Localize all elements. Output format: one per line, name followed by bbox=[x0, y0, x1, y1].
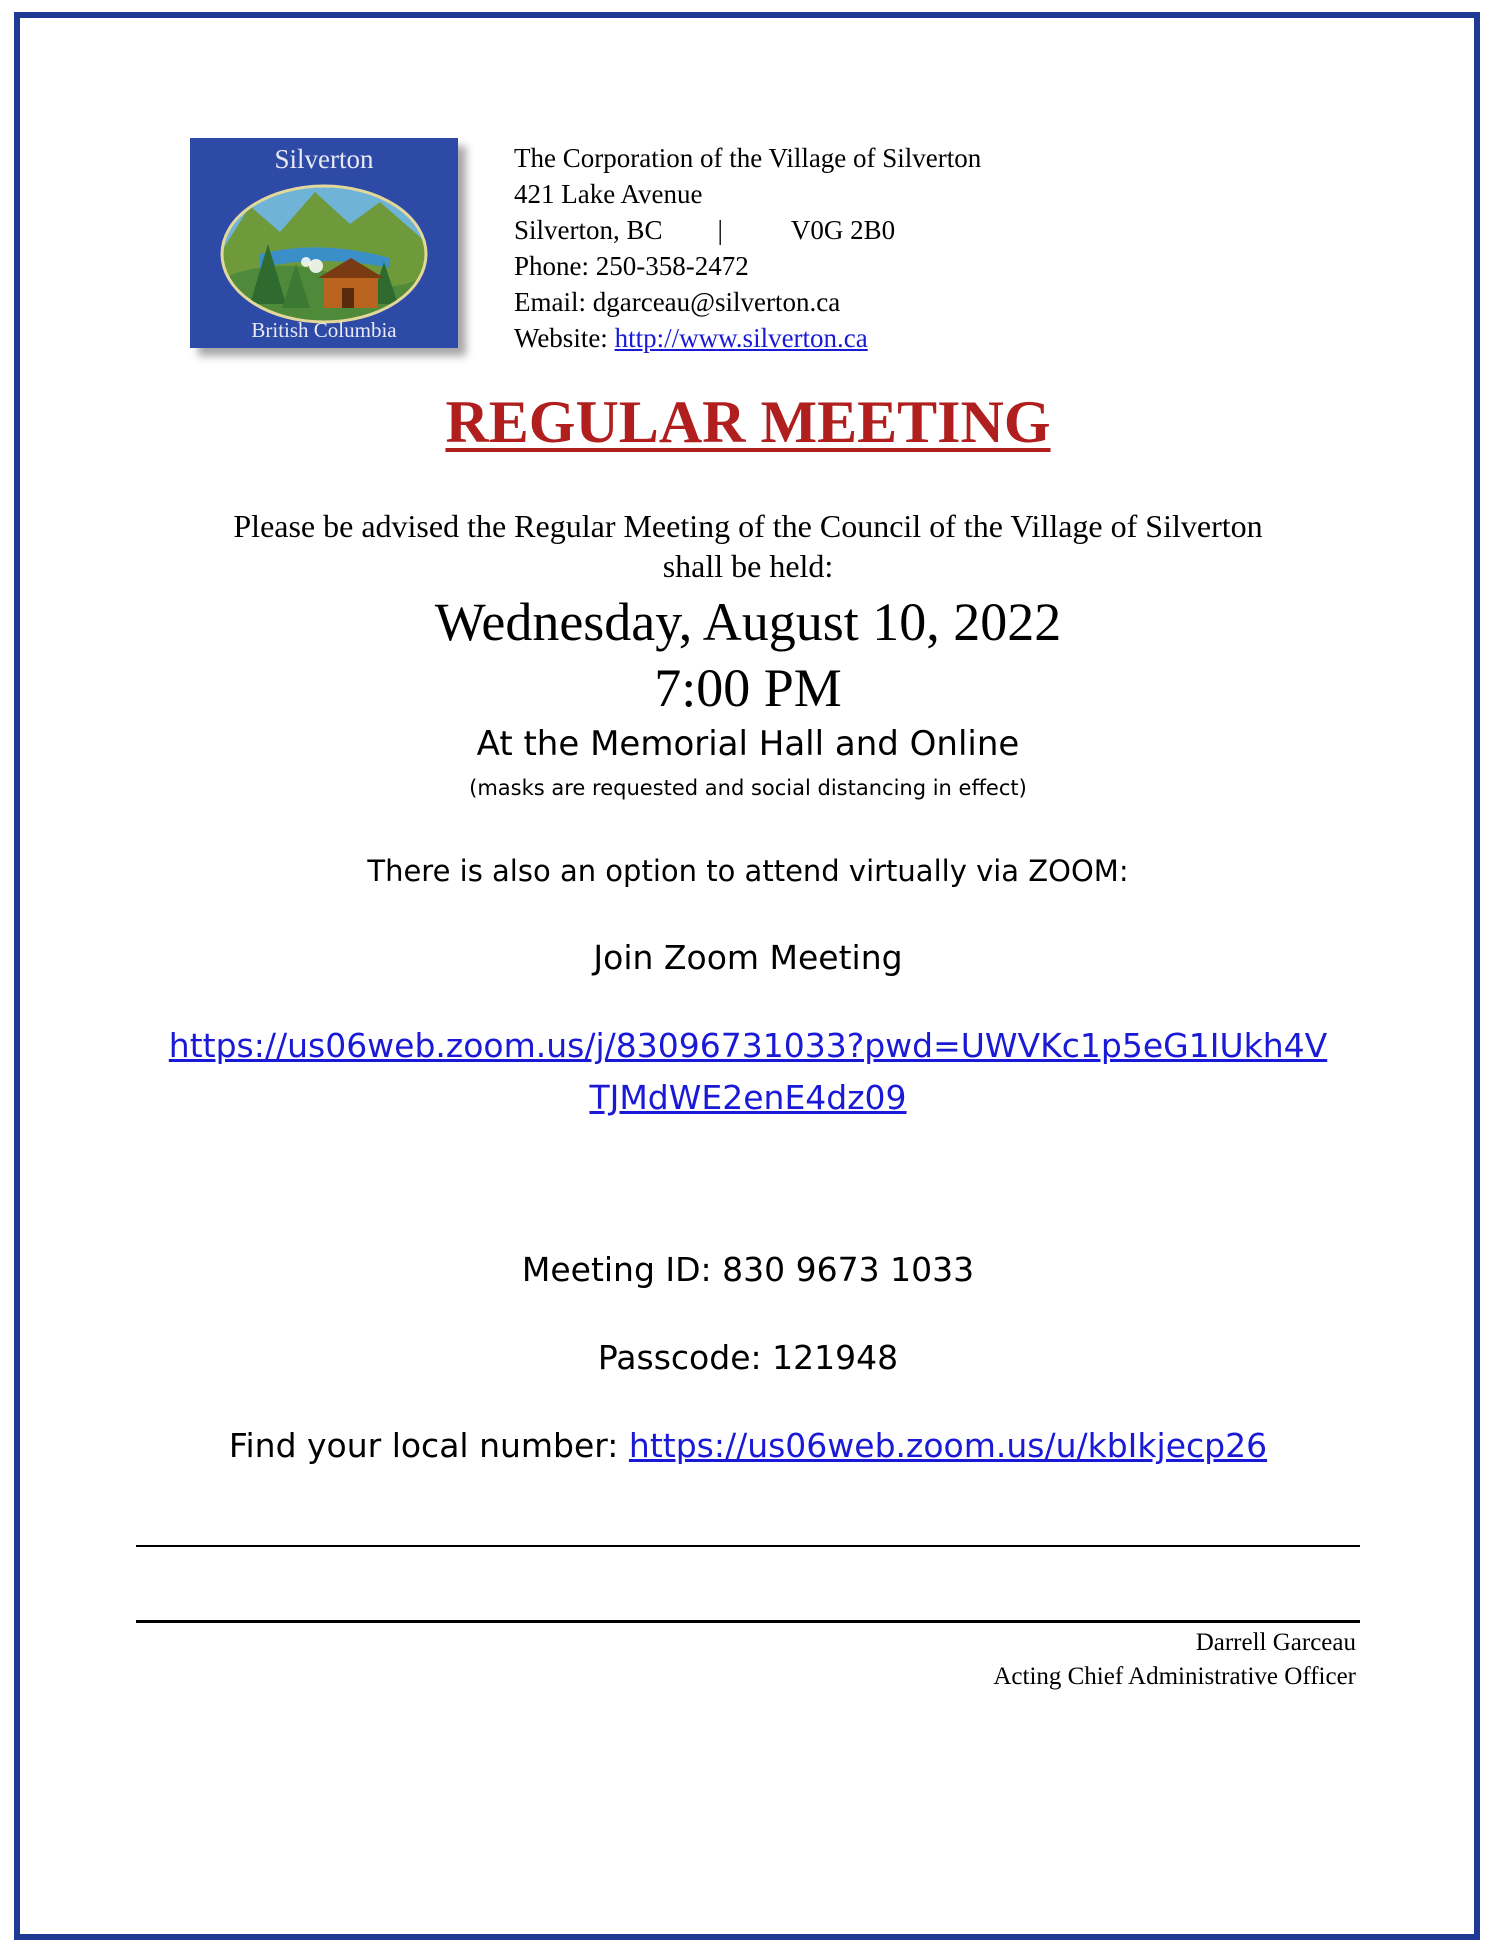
email: Email: dgarceau@silverton.ca bbox=[514, 287, 841, 317]
divider-line-1 bbox=[136, 1545, 1360, 1547]
intro-line-2: shall be held: bbox=[662, 548, 834, 584]
logo-bottom-text: British Columbia bbox=[251, 318, 397, 342]
meeting-date: Wednesday, August 10, 2022 bbox=[434, 592, 1062, 652]
page-title: REGULAR MEETING bbox=[445, 389, 1051, 455]
signature-line bbox=[136, 1620, 1360, 1623]
phone: Phone: 250-358-2472 bbox=[514, 251, 749, 281]
zoom-link-line-2[interactable]: TJMdWE2enE4dz09 bbox=[589, 1078, 907, 1117]
corporation-name: The Corporation of the Village of Silverton bbox=[514, 143, 982, 173]
logo-landscape-icon bbox=[220, 184, 428, 324]
city: Silverton, BC bbox=[514, 215, 663, 245]
venue-note: (masks are requested and social distancing in effect) bbox=[469, 776, 1027, 800]
intro-text bbox=[0, 506, 1496, 586]
intro-line-1: Please be advised the Regular Meeting of the Council of the Village of Silverton bbox=[233, 508, 1263, 544]
address-block bbox=[514, 140, 981, 356]
virtual-option-text: There is also an option to attend virtually via ZOOM: bbox=[367, 854, 1129, 888]
meeting-id: Meeting ID: 830 9673 1033 bbox=[521, 1250, 975, 1289]
signer-block bbox=[993, 1626, 1356, 1694]
website-link[interactable]: http://www.silverton.ca bbox=[614, 323, 868, 353]
website-label: Website: bbox=[514, 323, 615, 353]
join-zoom-heading: Join Zoom Meeting bbox=[593, 938, 903, 977]
logo-top-text: Silverton bbox=[274, 144, 374, 174]
local-number-label: Find your local number: bbox=[228, 1426, 629, 1465]
zoom-meeting-link[interactable] bbox=[0, 1020, 1496, 1124]
website-line bbox=[514, 320, 981, 356]
signer-name: Darrell Garceau bbox=[1195, 1629, 1356, 1656]
meeting-venue: At the Memorial Hall and Online bbox=[476, 724, 1020, 764]
separator: | bbox=[717, 215, 723, 245]
zoom-link-line-1[interactable]: https://us06web.zoom.us/j/83096731033?pwd=UWVKc1p5eG1IUkh4V bbox=[168, 1026, 1328, 1065]
meeting-time: 7:00 PM bbox=[654, 658, 842, 718]
local-number-link[interactable]: https://us06web.zoom.us/u/kbIkjecp26 bbox=[628, 1426, 1268, 1465]
passcode: Passcode: 121948 bbox=[597, 1338, 899, 1377]
postal-code: V0G 2B0 bbox=[790, 215, 896, 245]
village-logo bbox=[190, 138, 458, 348]
signer-title: Acting Chief Administrative Officer bbox=[993, 1663, 1356, 1690]
local-number-line bbox=[0, 1426, 1496, 1465]
city-postal-line bbox=[514, 212, 981, 248]
street-address: 421 Lake Avenue bbox=[514, 179, 703, 209]
